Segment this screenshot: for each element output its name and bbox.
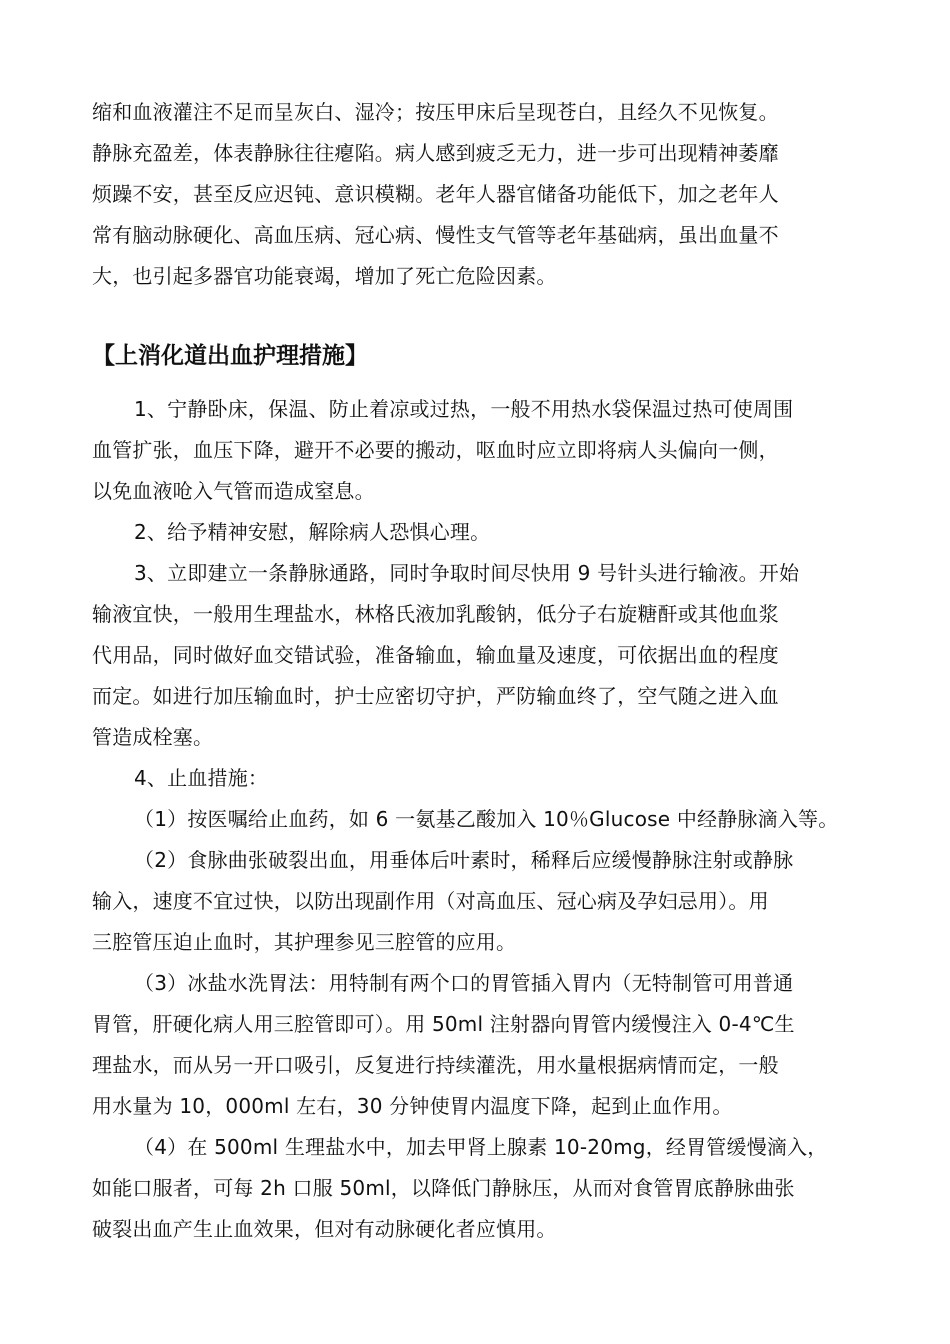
item-line: 输液宜快，一般用生理盐水，林格氏液加乳酸钠，低分子右旋糖酐或其他血浆 bbox=[92, 602, 779, 626]
item-line: 三腔管压迫止血时，其护理参见三腔管的应用。 bbox=[92, 930, 517, 954]
list-item-1 bbox=[92, 389, 872, 512]
item-line: 理盐水，而从另一开口吸引，反复进行持续灌洗，用水量根据病情而定，一般 bbox=[92, 1053, 779, 1077]
item-line: 以免血液呛入气管而造成窒息。 bbox=[92, 479, 375, 503]
item-line: （1）按医嘱给止血药，如 6 一氨基乙酸加入 10％Glucose 中经静脉滴入等。 bbox=[134, 807, 839, 831]
paragraph-line: 缩和血液灌注不足而呈灰白、湿冷；按压甲床后呈现苍白，且经久不见恢复。 bbox=[92, 100, 779, 124]
list-item-2 bbox=[92, 512, 872, 553]
item-line: 管造成栓塞。 bbox=[92, 725, 214, 749]
item-line: （3）冰盐水洗胃法：用特制有两个口的胃管插入胃内（无特制管可用普通 bbox=[134, 971, 794, 995]
sub-item-1 bbox=[92, 799, 872, 840]
item-line: 用水量为 10，000ml 左右，30 分钟使胃内温度下降，起到止血作用。 bbox=[92, 1094, 733, 1118]
sub-item-3 bbox=[92, 963, 872, 1127]
nursing-measures-list bbox=[92, 389, 872, 1250]
sub-item-4 bbox=[92, 1127, 872, 1250]
item-line: 代用品，同时做好血交错试验，准备输血，输血量及速度，可依据出血的程度 bbox=[92, 643, 779, 667]
item-line: 输入，速度不宜过快，以防出现副作用（对高血压、冠心病及孕妇忌用）。用 bbox=[92, 889, 769, 913]
item-line: 3、立即建立一条静脉通路，同时争取时间尽快用 9 号针头进行输液。开始 bbox=[134, 561, 800, 585]
intro-paragraph bbox=[92, 92, 872, 297]
list-item-3 bbox=[92, 553, 872, 758]
sub-item-2 bbox=[92, 840, 872, 963]
item-line: 胃管，肝硬化病人用三腔管即可）。用 50ml 注射器向胃管内缓慢注入 0-4℃生 bbox=[92, 1012, 795, 1036]
item-line: （4）在 500ml 生理盐水中，加去甲肾上腺素 10-20mg，经胃管缓慢滴入， bbox=[134, 1135, 828, 1159]
item-line: 4、止血措施： bbox=[134, 766, 269, 790]
item-line: 血管扩张，血压下降，避开不必要的搬动，呕血时应立即将病人头偏向一侧， bbox=[92, 438, 779, 462]
paragraph-line: 常有脑动脉硬化、高血压病、冠心病、慢性支气管等老年基础病，虽出血量不 bbox=[92, 223, 779, 247]
item-line: 破裂出血产生止血效果，但对有动脉硬化者应慎用。 bbox=[92, 1217, 557, 1241]
item-line: 2、给予精神安慰，解除病人恐惧心理。 bbox=[134, 520, 491, 544]
paragraph-line: 静脉充盈差，体表静脉往往瘪陷。病人感到疲乏无力，进一步可出现精神萎靡 bbox=[92, 141, 779, 165]
section-heading: 【上消化道出血护理措施】 bbox=[92, 343, 368, 369]
list-item-4 bbox=[92, 758, 872, 799]
item-line: 而定。如进行加压输血时，护士应密切守护，严防输血终了，空气随之进入血 bbox=[92, 684, 779, 708]
item-line: 1、宁静卧床，保温、防止着凉或过热，一般不用热水袋保温过热可使周围 bbox=[134, 397, 794, 421]
paragraph-line: 烦躁不安，甚至反应迟钝、意识模糊。老年人器官储备功能低下，加之老年人 bbox=[92, 182, 779, 206]
item-line: （2）食脉曲张破裂出血，用垂体后叶素时，稀释后应缓慢静脉注射或静脉 bbox=[134, 848, 794, 872]
item-line: 如能口服者，可每 2h 口服 50ml，以降低门静脉压，从而对食管胃底静脉曲张 bbox=[92, 1176, 795, 1200]
paragraph-line: 大，也引起多器官功能衰竭，增加了死亡危险因素。 bbox=[92, 264, 557, 288]
